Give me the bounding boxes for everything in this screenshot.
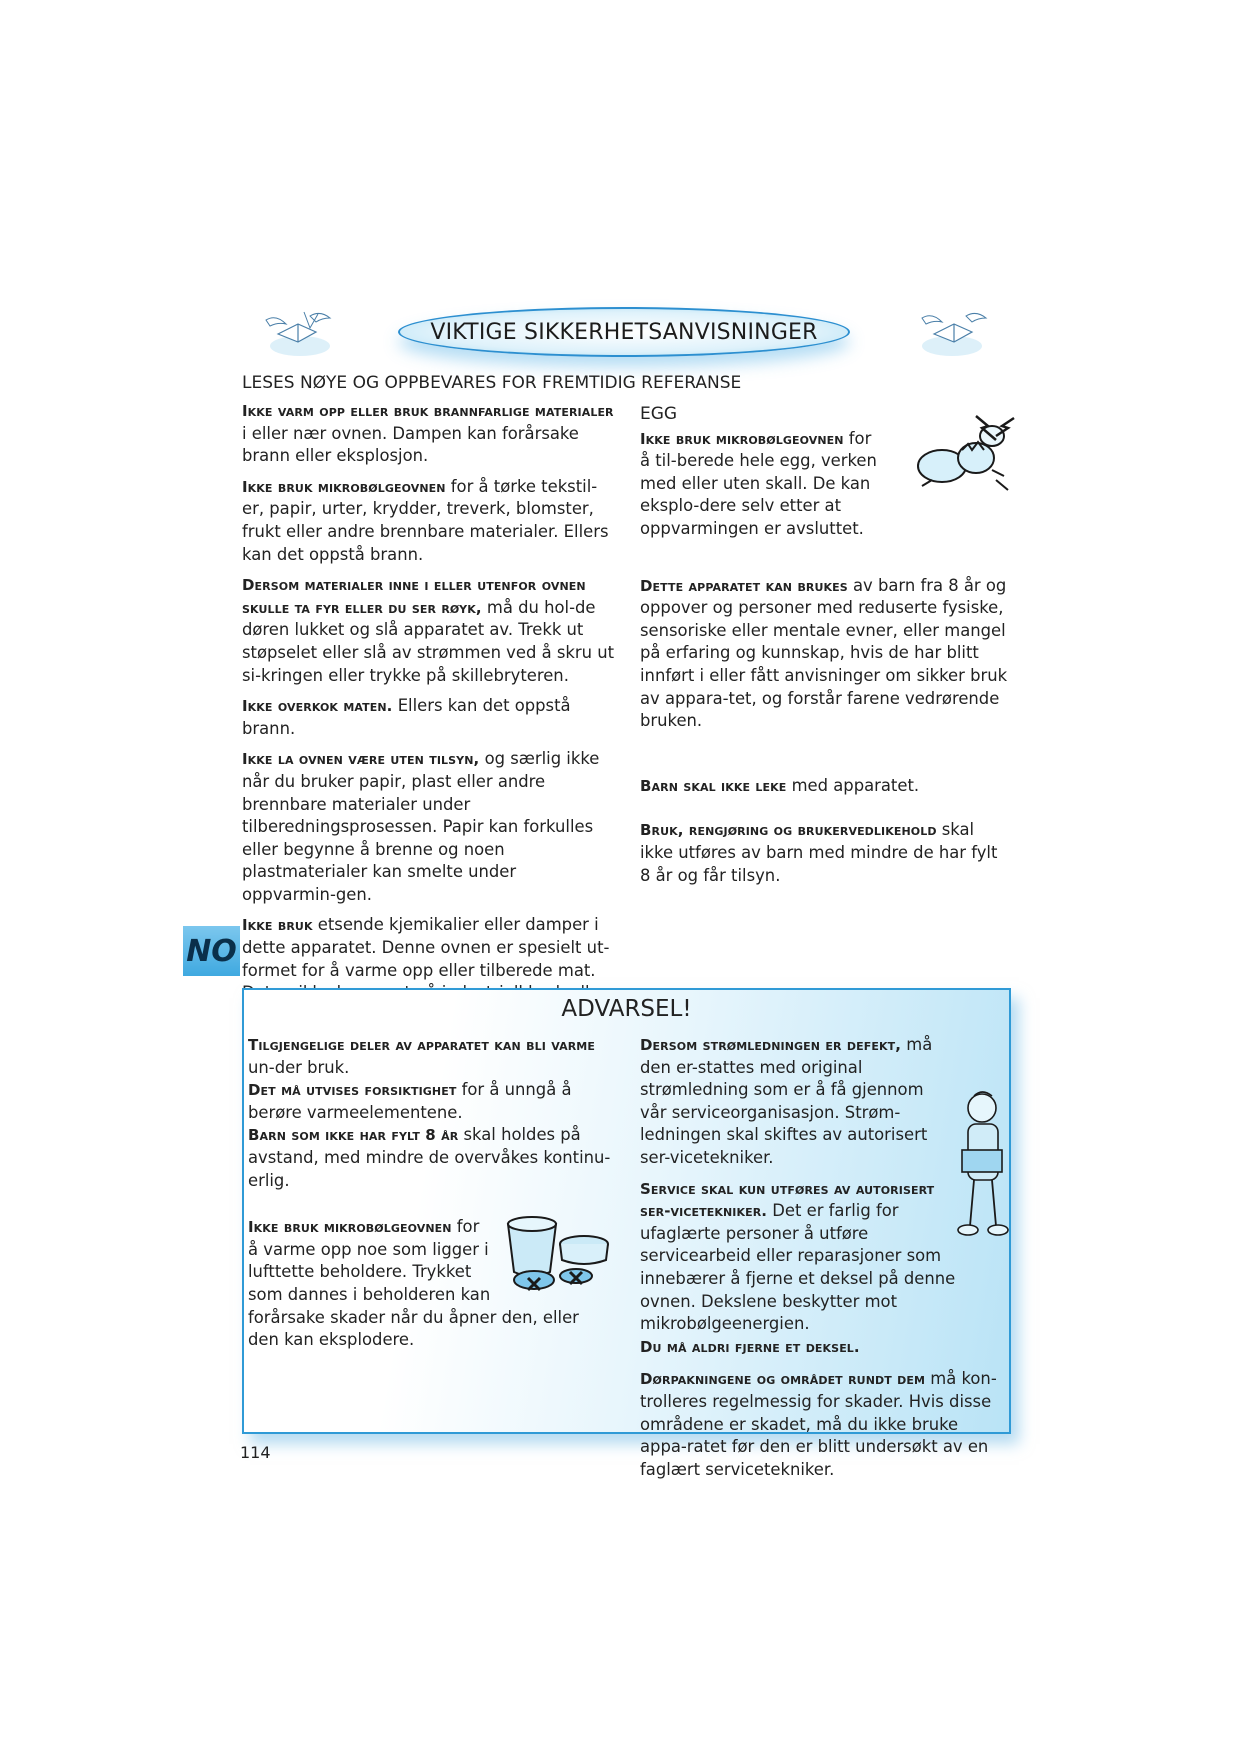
body-text: i eller nær ovnen. Dampen kan forårsake brann eller eksplosjon. bbox=[242, 423, 579, 466]
warning-caution bbox=[248, 1079, 614, 1124]
paragraph-fire bbox=[242, 574, 614, 687]
warning-right-column bbox=[640, 1034, 1000, 1481]
left-column bbox=[242, 400, 614, 1035]
egg-section bbox=[640, 428, 1012, 541]
body-text: må du hol-de døren lukket og slå apparatet av. Trekk ut støpselet eller slå av strømmen ved å skru ut si-kringen eller trykke på skillebryteren. bbox=[242, 597, 615, 685]
body-text: av barn fra 8 år og oppover og personer med reduserte fysiske, sensoriske eller mentale evner, eller mangel på erfaring og kunnskap, hvis de har blitt innført i eller fått anvisninger om sikker bruk av appara-tet, og forstår farene vedrørende bruken. bbox=[640, 575, 1008, 731]
exploding-egg-icon bbox=[892, 406, 1022, 502]
warning-airtight bbox=[248, 1216, 614, 1352]
lead-text: Ikke bruk bbox=[242, 916, 313, 935]
body-text: un-der bruk. bbox=[248, 1057, 350, 1077]
egg-heading: EGG bbox=[640, 404, 678, 424]
body-text: for å tørke tekstil-er, papir, urter, krydder, treverk, blomster, frukt eller andre brennbare materialer. Ellers kan det oppstå brann. bbox=[242, 476, 609, 564]
page-title: VIKTIGE SIKKERHETSANVISNINGER bbox=[430, 319, 818, 345]
body-text: med apparatet. bbox=[786, 775, 920, 795]
body-text: skal ikke utføres av barn med mindre de har fylt 8 år og får tilsyn. bbox=[640, 820, 998, 885]
body-text: Det er farlig for ufaglærte personer å utføre servicearbeid eller reparasjoner som innebærer å fjerne et deksel på denne ovnen. Dekslene beskytter mot mikrobølgeenergien. bbox=[640, 1201, 956, 1334]
body-text: må den er-stattes med original strømledning som er å få gjennom vår serviceorganisasjon. Strøm-ledningen skal skiftes av autorisert ser-vicetekniker. bbox=[640, 1035, 933, 1167]
lead-text: Dersom strømledningen er defekt, bbox=[640, 1036, 902, 1054]
lead-text: Du må aldri fjerne et deksel. bbox=[640, 1337, 860, 1356]
page-number: 114 bbox=[240, 1443, 271, 1462]
paragraph-overcook bbox=[242, 695, 614, 740]
page-subtitle: LESES NØYE OG OPPBEVARES FOR FREMTIDIG REFERANSE bbox=[242, 373, 742, 393]
body-text: for å unngå å berøre varmeelementene. bbox=[248, 1080, 572, 1122]
lead-text: Service skal kun utføres av autorisert ser-vicetekniker. bbox=[640, 1179, 935, 1221]
bird-book-icon-left bbox=[258, 306, 338, 362]
warning-power-cord bbox=[640, 1034, 1000, 1358]
page-title-banner bbox=[398, 307, 850, 357]
lead-text: Dørpakningene og området rundt dem bbox=[640, 1370, 926, 1389]
warning-left-column bbox=[248, 1034, 614, 1352]
body-text: Ellers kan det oppstå brann. bbox=[242, 696, 571, 738]
body-text: og særlig ikke når du bruker papir, plast eller andre brennbare materialer under tilberedningsprosessen. Papir kan forkulles eller begynne å brenne og noen plastmaterialer kan smelte under oppvarmin-gen. bbox=[242, 749, 600, 904]
warning-children bbox=[248, 1124, 614, 1192]
body-text: etsende kjemikalier eller damper i dette apparatet. Denne ovnen er spesielt ut-formet for å varme opp eller tilberede mat. bbox=[242, 915, 610, 980]
lead-text: Ikke bruk mikrobølgeovnen bbox=[640, 429, 844, 448]
right-column bbox=[640, 403, 1012, 895]
lead-text: Ikke bruk mikrobølgeovnen bbox=[248, 1218, 452, 1237]
paragraph-supervision bbox=[242, 748, 614, 906]
technician-figure-icon bbox=[952, 1086, 1016, 1246]
language-badge bbox=[183, 926, 240, 976]
warning-door-seals bbox=[640, 1368, 1000, 1481]
lead-text: Bruk, rengjøring og brukervedlikehold bbox=[640, 821, 937, 840]
paragraph-cleaning bbox=[640, 819, 1012, 887]
lead-text: Barn skal ikke leke bbox=[640, 776, 787, 795]
lead-text: Dersom materialer inne i eller utenfor ovnen skulle ta fyr eller du ser røyk, bbox=[242, 576, 586, 617]
lead-text: Dette apparatet kan brukes bbox=[640, 576, 848, 595]
warning-service bbox=[640, 1178, 1000, 1336]
lead-text: Tilgjengelige deler av apparatet kan bli varme bbox=[248, 1036, 595, 1054]
lead-text: Ikke bruk mikrobølgeovnen bbox=[242, 477, 446, 496]
lead-text: Det må utvises forsiktighet bbox=[248, 1081, 457, 1100]
sealed-containers-icon bbox=[502, 1210, 614, 1296]
body-text: skal holdes på avstand, med mindre de overvåkes kontinu-erlig. bbox=[248, 1125, 611, 1190]
warning-cover bbox=[640, 1336, 1000, 1359]
paragraph-children-use bbox=[640, 575, 1012, 733]
body-text: for å varme opp noe som ligger i lufttette beholdere. Trykket som dannes i beholderen kan forårsake skader når du åpner den, eller den kan eksplodere. bbox=[248, 1217, 579, 1350]
warning-title: ADVARSEL! bbox=[561, 996, 692, 1022]
paragraph-no-play bbox=[640, 775, 1012, 798]
paragraph-flammable bbox=[242, 400, 614, 468]
lead-text: Barn som ikke har fylt 8 år bbox=[248, 1126, 459, 1145]
lead-text: Ikke overkok maten. bbox=[242, 697, 393, 716]
paragraph-drying bbox=[242, 476, 614, 566]
bird-book-icon-right bbox=[912, 306, 992, 362]
language-code: NO bbox=[186, 933, 237, 969]
body-text: må kon-trolleres regelmessig for skader. Hvis disse områdene er skadet, må du ikke bruke appa-ratet før den er blitt undersøkt av en faglært servicetekniker. bbox=[640, 1369, 997, 1479]
body-text: for å til-berede hele egg, verken med eller uten skall. De kan eksplo-dere selv etter at oppvarmingen er avsluttet. bbox=[640, 428, 877, 538]
warning-hot-parts bbox=[248, 1034, 614, 1079]
lead-text: Ikke la ovnen være uten tilsyn, bbox=[242, 750, 480, 769]
lead-text: Ikke varm opp eller bruk brannfarlige materialer bbox=[242, 402, 614, 420]
